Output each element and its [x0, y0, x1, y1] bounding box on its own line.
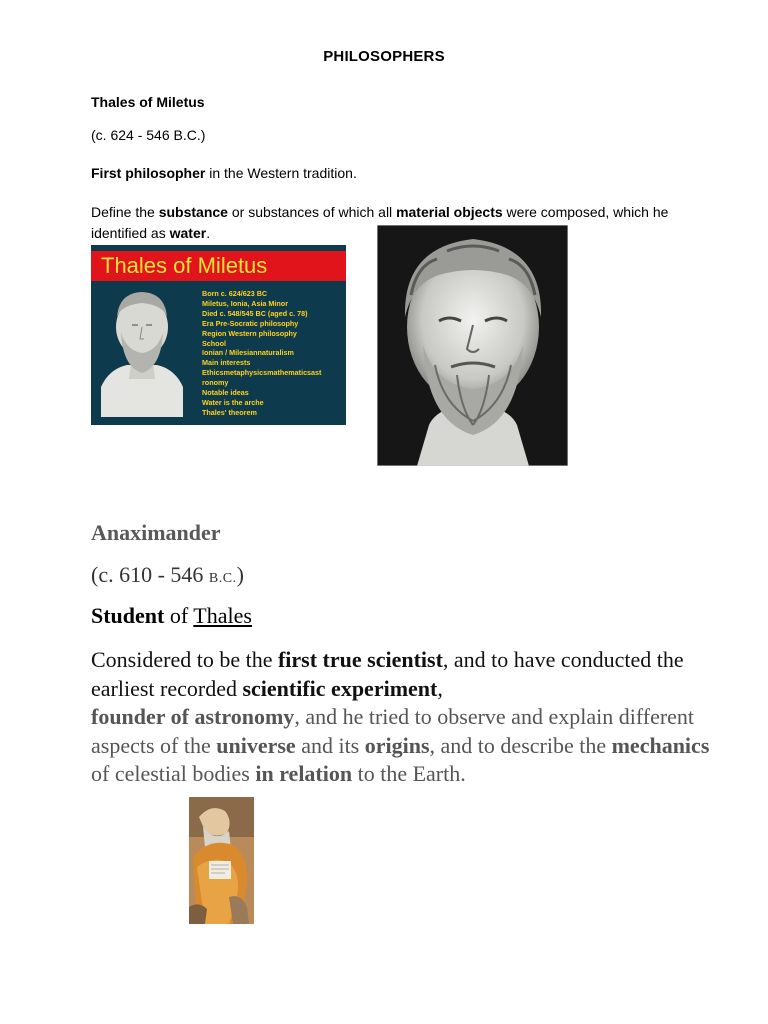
bold-text: origins: [364, 732, 430, 758]
anaximander-student-line: [91, 603, 252, 629]
anaximander-dates: [91, 562, 244, 588]
slide-fact: Born c. 624/623 BC: [202, 289, 268, 298]
text: of celestial bodies: [91, 761, 256, 786]
bold-text: substance: [158, 204, 228, 220]
text: of: [164, 603, 194, 628]
era-text: B.C.: [208, 571, 237, 586]
text: Considered to be the: [91, 647, 278, 672]
text: or substances of which all: [227, 204, 397, 220]
slide-title: Thales of Miletus: [101, 253, 268, 278]
anaximander-description: [91, 646, 711, 789]
bold-text: first true scientist: [277, 647, 443, 672]
slide-banner: [91, 251, 346, 281]
slide-facts-list: [202, 289, 344, 418]
bold-text: universe: [216, 732, 296, 758]
page-title: PHILOSOPHERS: [323, 48, 445, 65]
bold-text: founder of astronomy: [91, 704, 295, 729]
text: ): [236, 562, 244, 587]
text: and its: [295, 732, 365, 758]
bold-text: water: [169, 225, 207, 241]
text: , and to describe the: [429, 732, 612, 758]
slide-fact: Main interests: [202, 358, 251, 368]
text: .: [206, 225, 211, 241]
thales-role-bold: First philosopher: [91, 165, 206, 181]
text: Define the: [91, 204, 159, 220]
slide-fact: Died c. 548/545 BC (aged c. 78): [202, 308, 308, 318]
slide-fact: Notable ideas: [202, 388, 249, 398]
bold-text: Student: [91, 603, 165, 628]
text: ,: [437, 675, 443, 701]
slide-fact: Region Western philosophy: [202, 328, 297, 338]
text: , and he tried to observe and explain different aspects of the: [91, 704, 695, 758]
slide-fact: Miletus, Ionia, Asia Minor: [202, 298, 288, 308]
slide-fact: ronomy: [202, 378, 229, 388]
slide-fact: Ethicsmetaphysicsmathematicsast: [202, 368, 322, 378]
text: , and to have conducted the earliest recorded: [91, 647, 684, 701]
bold-text: mechanics: [611, 732, 710, 758]
bold-text: material objects: [396, 204, 503, 220]
slide-fact: School: [202, 338, 226, 348]
anaximander-heading: Anaximander: [91, 520, 221, 545]
text: (c. 610 - 546: [91, 562, 209, 587]
slide-fact: Thales' theorem: [202, 407, 257, 417]
anaximander-painting-image: [189, 797, 254, 924]
slide-fact: Ionian / Milesiannaturalism: [202, 348, 294, 358]
thales-role-text: in the Western tradition.: [205, 165, 357, 181]
bold-text: scientific experiment: [242, 675, 438, 701]
thales-link[interactable]: Thales: [193, 603, 252, 628]
slide-fact: Era Pre-Socratic philosophy: [202, 318, 299, 328]
thales-info-slide: [91, 245, 346, 425]
text: to the Earth.: [352, 761, 466, 786]
thales-portrait-image: [377, 225, 568, 466]
bold-text: in relation: [255, 761, 353, 786]
thales-bust-image: [99, 283, 185, 417]
thales-role: [91, 165, 357, 181]
thales-dates: (c. 624 - 546 B.C.): [91, 127, 206, 143]
slide-fact: Water is the arche: [202, 397, 264, 407]
text: were composed, which he identified as: [91, 204, 669, 241]
thales-heading: Thales of Miletus: [91, 94, 205, 110]
